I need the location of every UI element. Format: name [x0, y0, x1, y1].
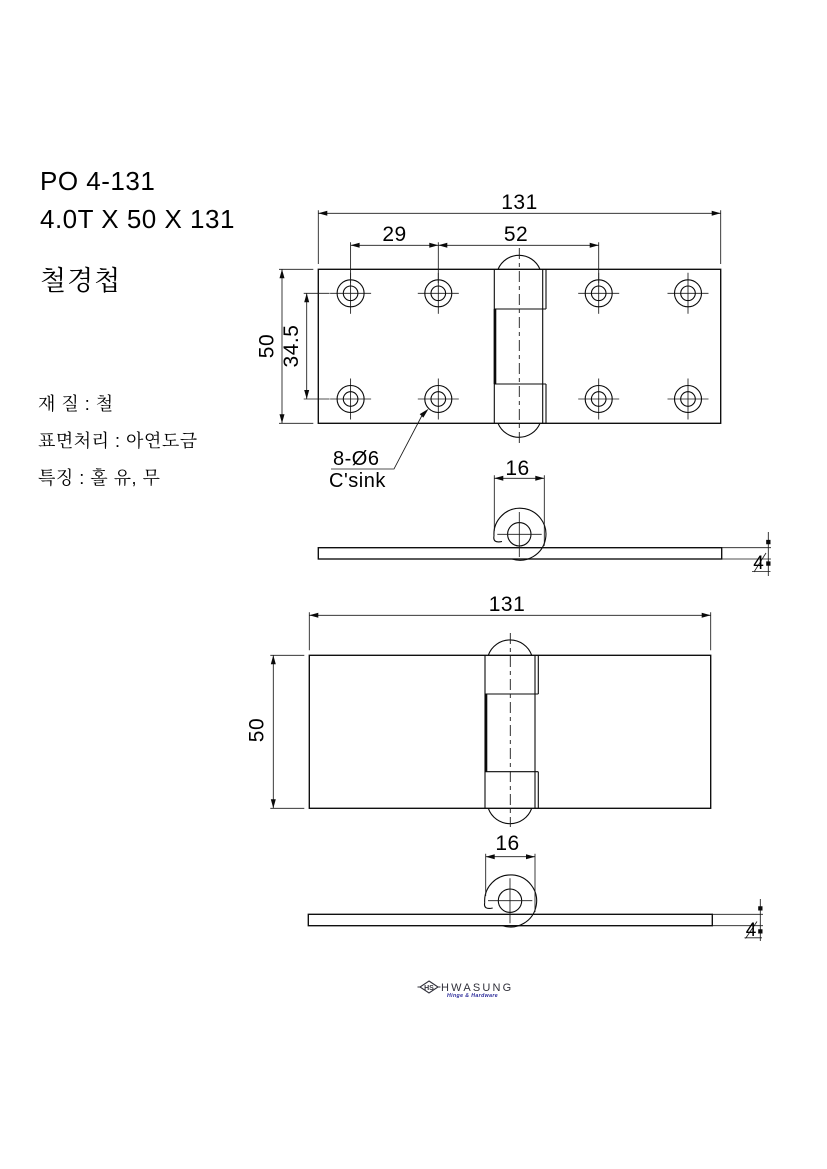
thickness-dimension: [722, 532, 771, 576]
dim-overall-length: 131: [501, 191, 538, 214]
extension-lines: [279, 210, 721, 423]
hole: [578, 379, 619, 420]
dim-overall-width: 50: [245, 717, 269, 743]
notes-block: [38, 393, 198, 488]
title-block: [40, 166, 235, 296]
dim-thickness: 4: [745, 920, 757, 941]
profile-view-lower: [308, 832, 763, 941]
pin-centermark: [488, 878, 532, 923]
hole-callout-qty-dia: 8-Ø6: [333, 448, 380, 470]
profile-view-upper: [318, 457, 771, 576]
front-dimensions: [246, 593, 711, 808]
part-number: PO 4-131: [40, 166, 156, 196]
plan-view: [256, 191, 721, 492]
note-surface-treatment: 표면처리 : 아연도금: [38, 431, 198, 451]
product-name: 철경첩: [40, 266, 122, 296]
size-spec: 4.0T X 50 X 131: [40, 204, 235, 234]
dim-center-span: 52: [503, 223, 529, 246]
hole: [668, 273, 709, 314]
hole: [668, 379, 709, 420]
note-feature: 특징 : 홀 유, 무: [38, 468, 161, 488]
dimension-arrowheads: [271, 613, 711, 809]
front-view: [246, 593, 711, 827]
dim-hole-pitch-h: 29: [382, 223, 407, 246]
plan-dimensions: [256, 191, 721, 423]
leaf-section: [318, 548, 721, 559]
dim-knuckle-dia: 16: [495, 832, 520, 855]
dimension-arrowheads: [280, 211, 721, 423]
hole: [330, 379, 371, 420]
thickness-dimension: [712, 899, 763, 941]
pin-centermark: [497, 512, 541, 557]
extension-lines: [270, 612, 710, 808]
logo-company-name: HWASUNG: [441, 982, 514, 994]
logo-monogram: HS: [424, 984, 434, 992]
dim-overall-width: 50: [255, 333, 279, 359]
company-logo: [418, 981, 514, 999]
dim-hole-pitch-v: 34.5: [280, 324, 303, 368]
note-material: 재 질 : 철: [38, 394, 114, 414]
dimension-lines: [273, 615, 710, 808]
logo-tagline: Hinge & Hardware: [447, 993, 499, 999]
knuckle-lines: [485, 655, 538, 808]
hole-callout-type: C'sink: [329, 470, 386, 492]
hole-callout: [329, 415, 423, 493]
dim-thickness: 4: [753, 553, 764, 574]
knuckle-lines: [494, 269, 546, 423]
dim-overall-length: 131: [488, 593, 526, 616]
dim-knuckle-dia: 16: [505, 457, 530, 480]
